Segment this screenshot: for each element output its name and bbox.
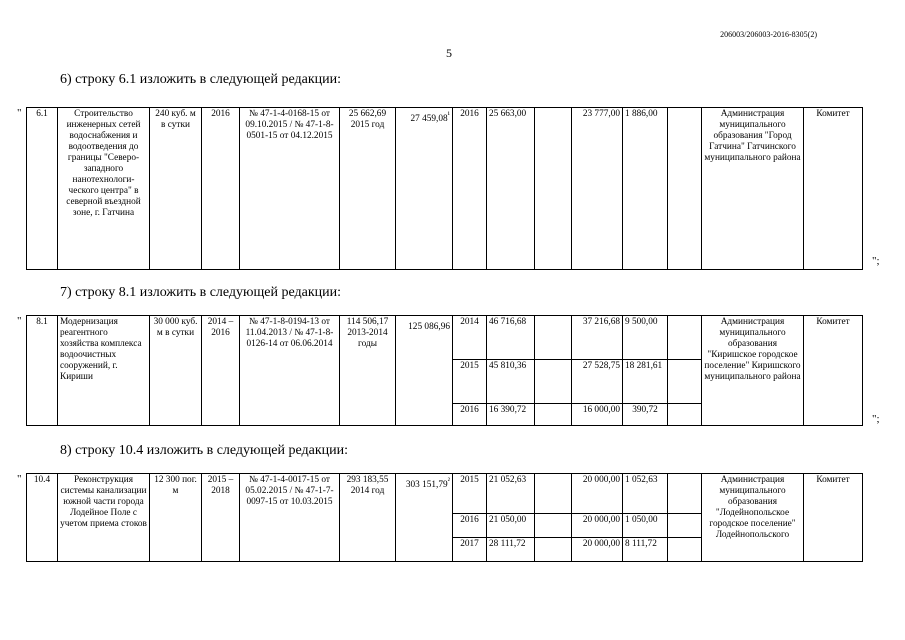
table-row-10-4 — [26, 473, 863, 562]
customer: Комитет — [804, 108, 863, 270]
col-b: 37 216,68 — [572, 316, 623, 360]
col-b: 27 528,75 — [572, 360, 623, 404]
section-heading-10-4: 8) строку 10.4 изложить в следующей редакции: — [60, 443, 349, 458]
year-total: 46 716,68 — [487, 316, 535, 360]
row-number: 6.1 — [27, 108, 58, 270]
year-total: 21 052,63 — [487, 474, 535, 514]
period: 2016 — [202, 108, 240, 270]
cost-estimate: 293 183,55 2014 год — [340, 474, 396, 562]
open-quote: " — [17, 107, 22, 119]
year: 2016 — [453, 404, 487, 426]
cost-current: 125 086,96 — [396, 316, 453, 426]
object-name: Модернизация реагентного хозяйства комплекса водоочистных сооружений, г. Кириши — [58, 316, 150, 426]
col-d — [668, 404, 702, 426]
table-row-6-1 — [26, 107, 863, 270]
col-a — [535, 514, 572, 538]
capacity: 12 300 пог. м — [150, 474, 202, 562]
col-a — [535, 474, 572, 514]
col-a — [535, 360, 572, 404]
object-name: Строительство инженерных сетей водоснабжения и водоотведения до границы "Северо-западного нанотехнологи-ческого центра" в северной въездной зоне, г. Гатчина — [58, 108, 150, 270]
section-heading-8-1: 7) строку 8.1 изложить в следующей редакции: — [60, 285, 342, 300]
year: 2016 — [453, 108, 487, 270]
col-c: 1 886,00 — [623, 108, 668, 270]
col-b: 20 000,00 — [572, 514, 623, 538]
year-total: 25 663,00 — [487, 108, 535, 270]
end-mark: "; — [872, 413, 880, 425]
year: 2015 — [453, 474, 487, 514]
col-c: 390,72 — [623, 404, 668, 426]
cost-current: 27 $459,08^{^1}$ — [396, 108, 453, 270]
object-name: Реконструкция системы канализации южной части города Лодейное Поле с учетом приема стоков — [58, 474, 150, 562]
expertise: № 47-1-4-0168-15 от 09.10.2015 / № 47-1-8-0501-15 от 04.12.2015 — [240, 108, 340, 270]
col-c: 1 052,63 — [623, 474, 668, 514]
col-c: 9 500,00 — [623, 316, 668, 360]
customer: Комитет — [804, 316, 863, 426]
year-total: 45 810,36 — [487, 360, 535, 404]
col-d — [668, 316, 702, 360]
recipient: Администрация муниципального образования "Город Гатчина" Гатчинского муниципального района — [702, 108, 804, 270]
year-total: 21 050,00 — [487, 514, 535, 538]
section-heading-6-1: 6) строку 6.1 изложить в следующей редакции: — [60, 72, 342, 87]
cost-current: 303 $151,79^{^2}$ — [396, 474, 453, 562]
recipient: Администрация муниципального образования "Киришское городское поселение" Киришского муниципального района — [702, 316, 804, 426]
col-d — [668, 538, 702, 562]
open-quote: " — [17, 473, 22, 485]
capacity: 30 000 куб. м в сутки — [150, 316, 202, 426]
open-quote: " — [17, 315, 22, 327]
capacity: 240 куб. м в сутки — [150, 108, 202, 270]
col-d — [668, 360, 702, 404]
expertise: № 47-1-8-0194-13 от 11.04.2013 / № 47-1-8-0126-14 от 06.06.2014 — [240, 316, 340, 426]
col-c: 18 281,61 — [623, 360, 668, 404]
col-b: 20 000,00 — [572, 538, 623, 562]
year: 2016 — [453, 514, 487, 538]
table-row-8-1 — [26, 315, 863, 426]
col-d — [668, 514, 702, 538]
document-number: 206003/206003-2016-8305(2) — [720, 30, 817, 39]
row-number: 10.4 — [27, 474, 58, 562]
col-b: 20 000,00 — [572, 474, 623, 514]
col-d — [668, 108, 702, 270]
row-number: 8.1 — [27, 316, 58, 426]
recipient: Администрация муниципального образования "Лодейнопольское городское поселение" Лодейнопольского — [702, 474, 804, 562]
year: 2015 — [453, 360, 487, 404]
year: 2014 — [453, 316, 487, 360]
year-total: 28 111,72 — [487, 538, 535, 562]
col-c: 1 050,00 — [623, 514, 668, 538]
col-a — [535, 108, 572, 270]
period: 2015 – 2018 — [202, 474, 240, 562]
col-a — [535, 538, 572, 562]
col-d — [668, 474, 702, 514]
cost-estimate: 25 662,69 2015 год — [340, 108, 396, 270]
col-a — [535, 404, 572, 426]
year-total: 16 390,72 — [487, 404, 535, 426]
col-a — [535, 316, 572, 360]
expertise: № 47-1-4-0017-15 от 05.02.2015 / № 47-1-7-0097-15 от 10.03.2015 — [240, 474, 340, 562]
customer: Комитет — [804, 474, 863, 562]
year: 2017 — [453, 538, 487, 562]
page-number: 5 — [446, 46, 452, 60]
col-b: 16 000,00 — [572, 404, 623, 426]
col-b: 23 777,00 — [572, 108, 623, 270]
end-mark: "; — [872, 255, 880, 267]
col-c: 8 111,72 — [623, 538, 668, 562]
period: 2014 – 2016 — [202, 316, 240, 426]
cost-estimate: 114 506,17 2013-2014 годы — [340, 316, 396, 426]
